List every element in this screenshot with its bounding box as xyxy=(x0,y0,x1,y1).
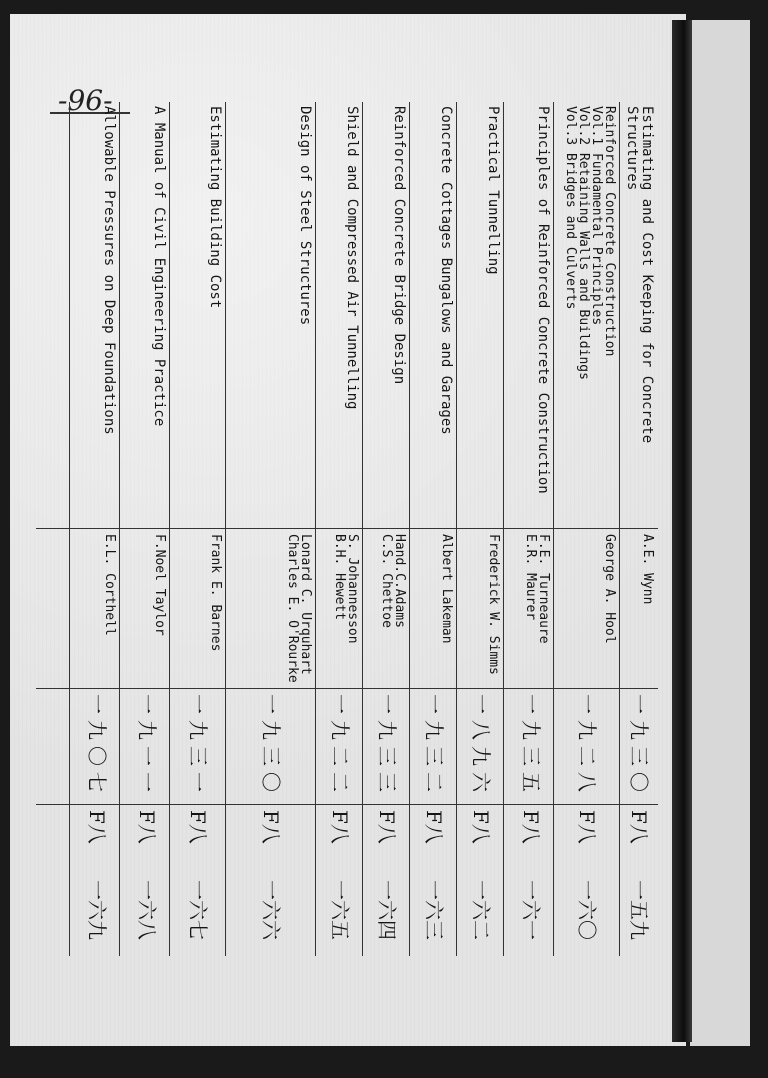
class-code: F八 xyxy=(328,810,352,844)
item-number: 一六四 xyxy=(375,880,399,940)
item-number: 一六七 xyxy=(186,880,210,940)
class-code: F八 xyxy=(627,810,651,844)
title-line: Vol.3 Bridges and Culverts xyxy=(563,106,578,310)
underlying-sheet xyxy=(690,20,750,1046)
call-number xyxy=(363,810,410,952)
publication-year: 一八九六 xyxy=(469,694,493,798)
class-code: F八 xyxy=(85,810,109,844)
call-number xyxy=(554,810,620,952)
class-code: F八 xyxy=(469,810,493,844)
book-author: Lonard C. Urquhart Charles E. O'Rourke xyxy=(285,534,313,683)
item-number: 一六三 xyxy=(422,880,446,940)
publication-year: 一九三五 xyxy=(519,694,543,798)
book-author xyxy=(359,534,410,686)
book-title xyxy=(550,106,620,526)
class-code: F八 xyxy=(519,810,543,844)
publication-year: 一九三〇 xyxy=(627,694,651,798)
class-code: F八 xyxy=(575,810,599,844)
book-author xyxy=(503,534,554,686)
publication-year: 一九二八 xyxy=(575,694,599,798)
item-number: 一六〇 xyxy=(575,880,599,940)
book-title: Estimating and Cost Keeping for Concrete Structures xyxy=(624,106,655,444)
publication-year: 一九一一 xyxy=(135,694,159,798)
publication-year: 一九三三 xyxy=(375,694,399,798)
table-row xyxy=(69,102,120,956)
book-title: Practical Tunnelling xyxy=(485,106,501,275)
book-author xyxy=(312,534,363,686)
table-row xyxy=(456,102,504,956)
class-code: F八 xyxy=(186,810,210,844)
title-line: Reinforced Concrete Construction xyxy=(602,106,617,357)
item-number: 一六一 xyxy=(519,880,543,940)
page-number: -96- xyxy=(58,84,113,117)
call-number xyxy=(123,810,170,952)
table-row xyxy=(619,102,658,956)
item-number: 一六八 xyxy=(135,880,159,940)
author-line: E.R. Maurer xyxy=(523,534,538,621)
title-line: Vol.2 Retaining Walls and Buildings xyxy=(576,106,591,380)
class-code: F八 xyxy=(135,810,159,844)
publication-year: 一九三一 xyxy=(186,694,210,798)
class-code: F八 xyxy=(259,810,283,844)
call-number xyxy=(457,810,504,952)
call-number xyxy=(410,810,457,952)
book-title: A Manual of Civil Engineering Practice xyxy=(151,106,167,427)
table-row xyxy=(315,102,363,956)
book-list-table xyxy=(36,102,658,956)
book-title: Allowable Pressures on Deep Foundations xyxy=(101,106,117,435)
table-row xyxy=(169,102,226,956)
book-author: Albert Lakeman xyxy=(439,534,454,644)
book-title: Estimating Building Cost xyxy=(207,106,223,309)
item-number: 一六九 xyxy=(85,880,109,940)
table-row xyxy=(409,102,457,956)
table-row xyxy=(553,102,620,956)
book-title: Concrete Cottages Bungalows and Garages xyxy=(438,106,454,435)
binding-edge xyxy=(672,20,692,1042)
author-line: B.H. Hewett xyxy=(332,534,347,621)
table-row xyxy=(503,102,554,956)
book-author: A.E. Wynn xyxy=(640,534,655,605)
call-number xyxy=(170,810,226,952)
author-line: Hand.C.Adams xyxy=(392,534,407,628)
table-row xyxy=(225,102,316,956)
call-number xyxy=(316,810,363,952)
book-title: Reinforced Concrete Bridge Design xyxy=(391,106,407,385)
book-author: Frank E. Barnes xyxy=(208,534,223,652)
book-author: E.L. Corthell xyxy=(102,534,117,636)
author-line: C.S. Chettoe xyxy=(379,534,394,628)
item-number: 一六六 xyxy=(259,880,283,940)
call-number xyxy=(73,810,120,952)
publication-year: 一九三二 xyxy=(422,694,446,798)
table-row xyxy=(119,102,170,956)
book-title: Design of Steel Structures xyxy=(297,106,313,326)
author-line: F.E. Turneaure xyxy=(536,534,551,644)
title-line: Vol.1 Fundamental Principles xyxy=(589,106,604,326)
book-title: Principles of Reinforced Concrete Construction xyxy=(535,106,551,494)
publication-year: 一九〇七 xyxy=(85,694,109,798)
item-number: 一六五 xyxy=(328,880,352,940)
book-author: F.Noel Taylor xyxy=(152,534,167,636)
book-title: Shield and Compressed Air Tunnelling xyxy=(344,106,360,410)
publication-year: 一九三〇 xyxy=(259,694,283,798)
author-line: S. Johannesson xyxy=(345,534,360,644)
class-code: F八 xyxy=(375,810,399,844)
book-author: George A. Hool xyxy=(602,534,617,644)
call-number xyxy=(226,810,316,952)
table-row xyxy=(362,102,410,956)
class-code: F八 xyxy=(422,810,446,844)
item-number: 一五九 xyxy=(627,880,651,940)
publication-year: 一九二二 xyxy=(328,694,352,798)
call-number xyxy=(507,810,554,952)
book-list-table-rotated xyxy=(36,102,658,956)
book-author: Frederick W. Simms xyxy=(486,534,501,675)
item-number: 一六二 xyxy=(469,880,493,940)
